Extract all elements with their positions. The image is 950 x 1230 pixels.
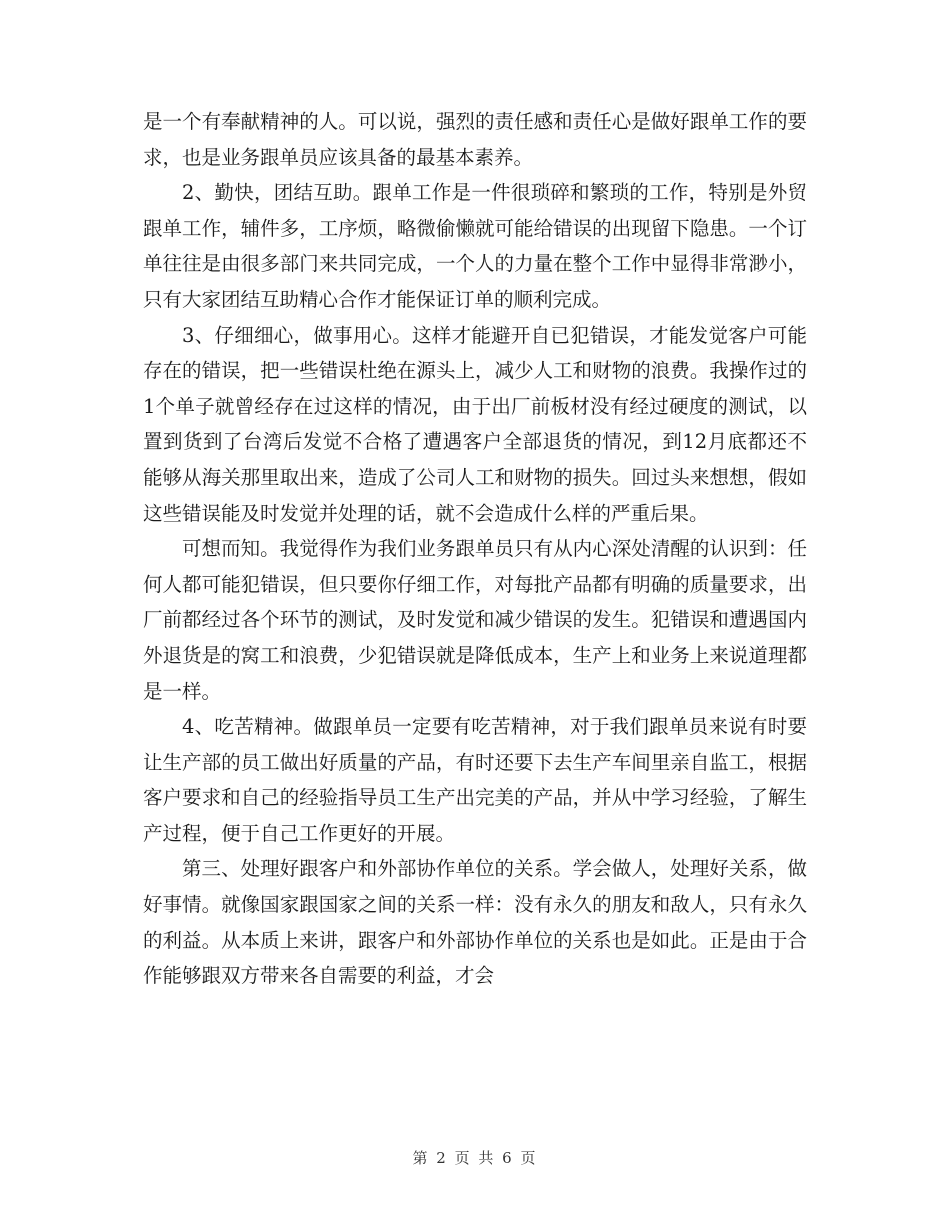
paragraph-6: 第三、处理好跟客户和外部协作单位的关系。学会做人，处理好关系，做好事情。就像国家跟国家之间的关系一样：没有永久的朋友和敌人，只有永久的利益。从本质上来讲，跟客户和外部协作单位的关系也是如此。正是由于合作能够跟双方带来各自需要的利益，才会 xyxy=(143,857,807,988)
paragraph-3: 3、仔细细心，做事用心。这样才能避开自已犯错误，才能发觉客户可能存在的错误，把一些错误杜绝在源头上，减少人工和财物的浪费。我操作过的1个单子就曾经存在过这样的情况，由于出厂前板材没有经过硬度的测试，以置到货到了台湾后发觉不合格了遭遇客户全部退货的情况，到12月底都还不能够从海关那里取出来，造成了公司人工和财物的损失。回过头来想想，假如这些错误能及时发觉并处理的话，就不会造成什么样的严重后果。 xyxy=(143,323,807,525)
document-body xyxy=(143,104,807,994)
paragraph-5: 4、吃苦精神。做跟单员一定要有吃苦精神，对于我们跟单员来说有时要让生产部的员工做出好质量的产品，有时还要下去生产车间里亲自监工，根据客户要求和自己的经验指导员工生产出完美的产品，并从中学习经验，了解生产过程，便于自己工作更好的开展。 xyxy=(143,715,807,845)
page-footer xyxy=(0,1147,950,1168)
paragraph-1: 是一个有奉献精神的人。可以说，强烈的责任感和责任心是做好跟单工作的要求，也是业务跟单员应该具备的最基本素养。 xyxy=(143,110,807,169)
paragraph-4: 可想而知。我觉得作为我们业务跟单员只有从内心深处清醒的认识到：任何人都可能犯错误，但只要你仔细工作，对每批产品都有明确的质量要求，出厂前都经过各个环节的测试，及时发觉和减少错误的发生。犯错误和遭遇国内外退货是的窝工和浪费，少犯错误就是降低成本，生产上和业务上来说道理都是一样。 xyxy=(143,537,807,703)
paragraph-2: 2、勤快，团结互助。跟单工作是一件很琐碎和繁琐的工作，特别是外贸跟单工作，辅件多，工序烦，略微偷懒就可能给错误的出现留下隐患。一个订单往往是由很多部门来共同完成，一个人的力量在整个工作中显得非常渺小，只有大家团结互助精心合作才能保证订单的顺利完成。 xyxy=(143,181,807,311)
page-number: 第 2 页 共 6 页 xyxy=(412,1149,538,1167)
